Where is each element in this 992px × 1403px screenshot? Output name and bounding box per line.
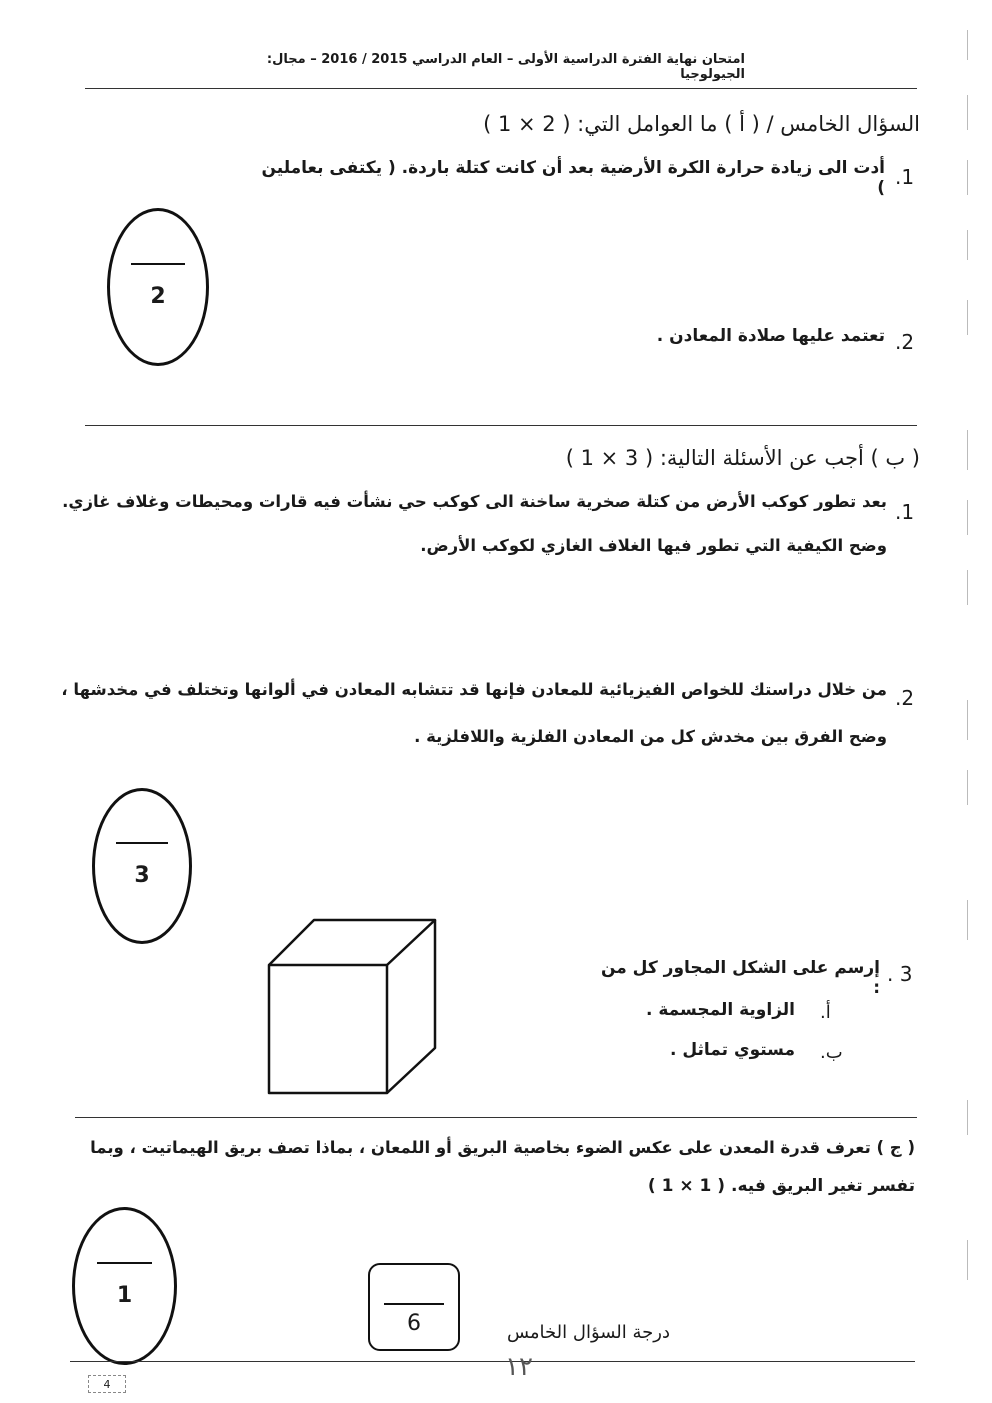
section-a-q1-text: أدت الى زيادة حرارة الكرة الأرضية بعد أن كانت كتلة باردة. ( يكتفى بعاملين ): [261, 158, 885, 198]
section-b-q1-line1: بعد تطور كوكب الأرض من كتلة صخرية ساخنة الى كوكب حي نشأت فيه قارات ومحيطات وغلاف غازي.: [62, 492, 887, 511]
score-line: [116, 842, 169, 844]
scan-edge-mark: [959, 770, 968, 805]
section-a-q1-number: .1: [895, 165, 915, 189]
section-b-q2-line2: وضح الفرق بين مخدش كل من المعادن الفلزية واللافلزية .: [414, 727, 887, 746]
section-b-q2-number: .2: [895, 686, 915, 710]
section-b-q3-a-text: الزاوية المجسمة .: [645, 1000, 795, 1020]
section-a-score: 2: [150, 283, 166, 309]
page-number: 4: [103, 1378, 111, 1391]
total-score-label: درجة السؤال الخامس: [506, 1322, 670, 1343]
section-a-divider: [85, 425, 917, 426]
scan-edge-mark: [959, 160, 968, 195]
section-b-heading: ( ب ) أجب عن الأسئلة التالية: ( 3 × 1 ): [565, 446, 920, 470]
section-b-q3-b-text: مستوي تماثل .: [669, 1040, 795, 1060]
scan-edge-mark: [959, 95, 968, 130]
section-b-q3-number: . 3: [887, 962, 913, 986]
scan-edge-mark: [959, 700, 968, 740]
cube-figure: [260, 910, 450, 1100]
header-divider: [85, 88, 917, 89]
scan-edge-mark: [959, 500, 968, 535]
scan-edge-mark: [959, 230, 968, 260]
section-b-q3-a-label: أ.: [820, 1002, 831, 1023]
page-number-box: [88, 1375, 126, 1393]
scan-edge-mark: [959, 900, 968, 940]
score-line: [131, 263, 185, 265]
section-a-q2-text: تعتمد عليها صلادة المعادن .: [656, 326, 885, 346]
exam-header: امتحان نهاية الفترة الدراسية الأولى – العام الدراسي 2015 / 2016 – مجال: الجيولوجيا: [266, 52, 745, 82]
scan-edge-mark: [959, 1100, 968, 1135]
section-b-q2-line1: من خلال دراستك للخواص الفيزيائية للمعادن فإنها قد تتشابه المعادن في ألوانها وتختلف في مخدشها ،: [61, 680, 887, 699]
section-b-q3-text: إرسم على الشكل المجاور كل من :: [600, 958, 880, 998]
section-b-q3-b-label: ب.: [820, 1042, 843, 1063]
total-score: 6: [407, 1311, 421, 1336]
section-b-q1-line2: وضح الكيفية التي تطور فيها الغلاف الغازي لكوكب الأرض.: [420, 536, 887, 555]
footer-divider: [70, 1361, 915, 1362]
section-b-score: 3: [134, 863, 150, 888]
section-a-score-oval: [107, 208, 209, 366]
scan-edge-mark: [959, 570, 968, 605]
scan-edge-mark: [959, 300, 968, 335]
section-c-score-oval: [72, 1207, 177, 1365]
section-b-divider: [75, 1117, 917, 1118]
scan-edge-mark: [959, 430, 968, 470]
scan-edge-mark: [959, 1240, 968, 1280]
section-a-heading: السؤال الخامس / ( أ ) ما العوامل التي: ( 2 × 1 ): [483, 112, 920, 136]
section-b-q1-number: .1: [895, 500, 915, 524]
score-line: [384, 1303, 444, 1305]
section-a-q2-number: .2: [895, 330, 915, 354]
scan-edge-mark: [959, 30, 968, 60]
score-line: [97, 1262, 152, 1264]
section-b-score-oval: [92, 788, 192, 944]
total-score-box: [368, 1263, 460, 1351]
section-c-score: 1: [116, 1282, 133, 1308]
handwritten-mark: ١٢: [505, 1352, 533, 1382]
section-c-line2: تفسر تغير البريق فيه. ( 1 × 1 ): [647, 1176, 915, 1196]
section-c-line1: ( ج ) تعرف قدرة المعدن على عكس الضوء بخاصية البريق أو اللمعان ، بماذا تصف بريق الهيماتيت ، وبما: [90, 1138, 915, 1157]
